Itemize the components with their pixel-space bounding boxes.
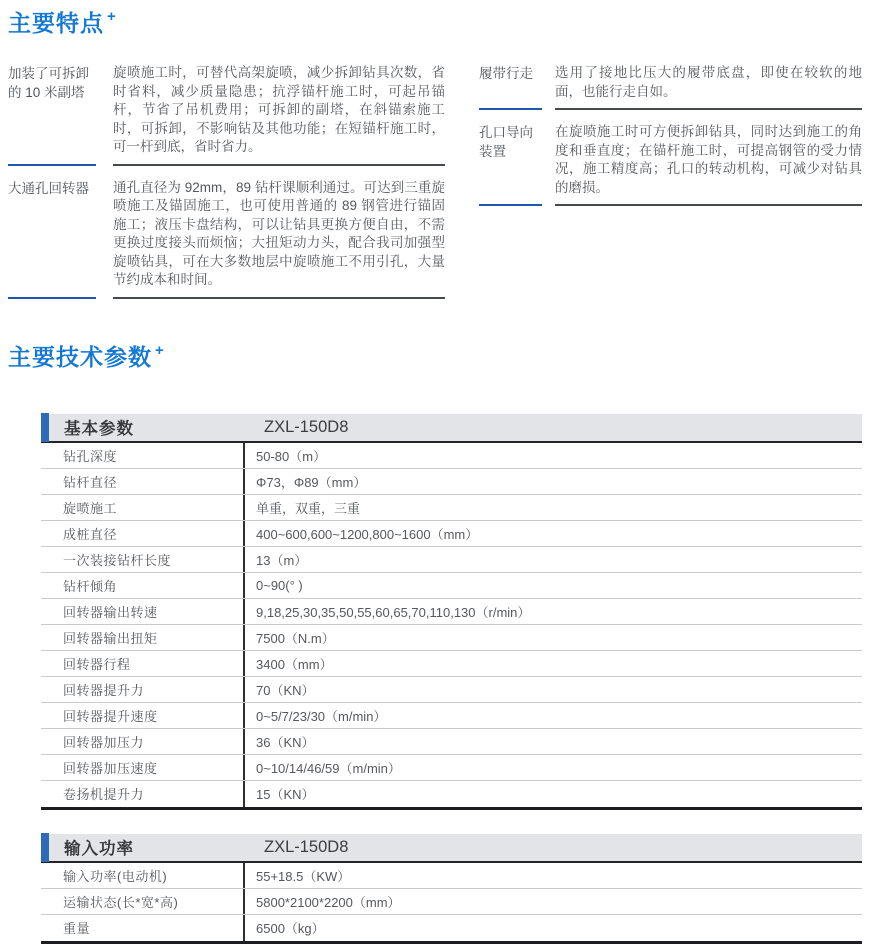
row-label: 钻孔深度 [63, 448, 118, 464]
row-label: 运输状态(长*宽*高) [63, 894, 179, 910]
row-value: 70（KN） [243, 677, 862, 702]
feature-item-hole-guide [479, 123, 862, 206]
table-row [41, 599, 862, 625]
row-value: 400~600,600~1200,800~1600（mm） [243, 521, 862, 546]
row-label: 重量 [63, 921, 91, 936]
table-row [41, 651, 862, 677]
params-section-heading [8, 342, 862, 372]
feature-text: 在旋喷施工时可方便拆卸钻具，同时达到施工的角度和垂直度；在锚杆施工时，可提高钢管的受力情况，施工精度高；孔口的转动机构，可减少对钻具的磨损。 [555, 123, 862, 206]
plus-icon: + [155, 341, 164, 359]
row-value: 9,18,25,30,35,50,55,60,65,70,110,130（r/min） [243, 599, 862, 624]
accent-bar [41, 833, 49, 862]
row-value: 0~5/7/23/30（m/min） [243, 703, 862, 728]
table-row [41, 889, 862, 915]
row-label: 输入功率(电动机) [63, 868, 168, 884]
row-value: 13（m） [243, 547, 862, 572]
table-row [41, 625, 862, 651]
row-label: 卷扬机提升力 [63, 787, 145, 802]
row-label: 回转器加压速度 [63, 760, 158, 776]
feature-item-crawler [479, 64, 862, 110]
table-row [41, 469, 862, 495]
feature-label: 加装了可拆卸的 10 米副塔 [8, 64, 96, 166]
feature-text: 旋喷施工时，可替代高架旋喷，减少拆卸钻具次数，省时省料，减少质量隐患；抗浮锚杆施工时，可起吊锚杆，节省了吊机费用；可拆卸的副塔，在斜锚索施工时，可拆卸，不影响钻及其他功能；在短锚杆施工时，可一杆到底，省时省力。 [113, 64, 445, 166]
feature-text: 选用了接地比压大的履带底盘，即使在较软的地面，也能行走自如。 [555, 64, 862, 110]
table-row [41, 443, 862, 469]
row-value: 7500（N.m） [243, 625, 862, 650]
row-label: 回转器提升速度 [63, 708, 158, 724]
input-power-table [41, 834, 862, 944]
row-label: 回转器加压力 [63, 734, 145, 750]
row-value: 3400（mm） [243, 651, 862, 676]
row-label: 旋喷施工 [63, 500, 118, 516]
row-label: 回转器输出扭矩 [63, 630, 158, 646]
table-row [41, 547, 862, 573]
feature-label: 大通孔回转器 [8, 179, 96, 299]
row-label: 回转器提升力 [63, 682, 145, 698]
row-value: 0~90(° ) [243, 573, 862, 598]
table-row [41, 677, 862, 703]
row-value: 50-80（m） [243, 443, 862, 468]
row-value: 5800*2100*2200（mm） [243, 889, 862, 914]
row-label: 钻杆直径 [63, 474, 118, 490]
table-row [41, 521, 862, 547]
feature-item-large-bore-rotator [8, 179, 445, 299]
table-header [41, 414, 862, 443]
params-section-title: 主要技术参数 [8, 343, 152, 370]
table-title: 输入功率 [64, 840, 134, 858]
table-row [41, 703, 862, 729]
table-row [41, 729, 862, 755]
table-title: 基本参数 [64, 420, 134, 438]
row-label: 一次装接钻杆长度 [63, 552, 172, 568]
row-label: 成桩直径 [63, 526, 118, 542]
features-area [8, 64, 862, 312]
features-column-right [479, 64, 862, 312]
feature-text: 通孔直径为 92mm，89 钻杆课顺利通过。可达到三重旋喷施工及锚固施工，也可使用普通的 89 钢管进行锚固施工；液压卡盘结构，可以让钻具更换方便自由，不需更换过度接头而烦恼；大扭矩动力头，配合我司加强型旋喷钻具，可在大多数地层中旋喷施工不用引孔，大量节约成本和时间。 [113, 179, 445, 299]
table-row [41, 573, 862, 599]
row-value: 55+18.5（KW） [243, 863, 862, 888]
features-column-left [8, 64, 445, 312]
row-value: 36（KN） [243, 729, 862, 754]
row-value: 0~10/14/46/59（m/min） [243, 755, 862, 780]
row-value: 15（KN） [243, 781, 862, 807]
row-label: 钻杆倾角 [63, 578, 118, 594]
row-value: Φ73，Φ89（mm） [243, 469, 862, 494]
table-model: ZXL-150D8 [264, 837, 349, 856]
feature-label: 孔口导向装置 [479, 123, 542, 206]
row-label: 回转器输出转速 [63, 604, 158, 620]
basic-params-table [41, 414, 862, 810]
table-row [41, 915, 862, 941]
table-row [41, 495, 862, 521]
row-value: 单重，双重，三重 [243, 495, 862, 520]
table-header [41, 834, 862, 863]
row-label: 回转器行程 [63, 656, 131, 672]
table-row [41, 755, 862, 781]
features-section-title: 主要特点 [8, 10, 104, 36]
feature-label: 履带行走 [479, 64, 542, 110]
table-row [41, 781, 862, 807]
row-value: 6500（kg） [243, 915, 862, 941]
accent-bar [41, 413, 49, 442]
table-model: ZXL-150D8 [264, 417, 349, 436]
features-section-heading [8, 8, 862, 38]
feature-item-sub-tower [8, 64, 445, 166]
plus-icon: + [107, 8, 116, 25]
table-row [41, 863, 862, 889]
